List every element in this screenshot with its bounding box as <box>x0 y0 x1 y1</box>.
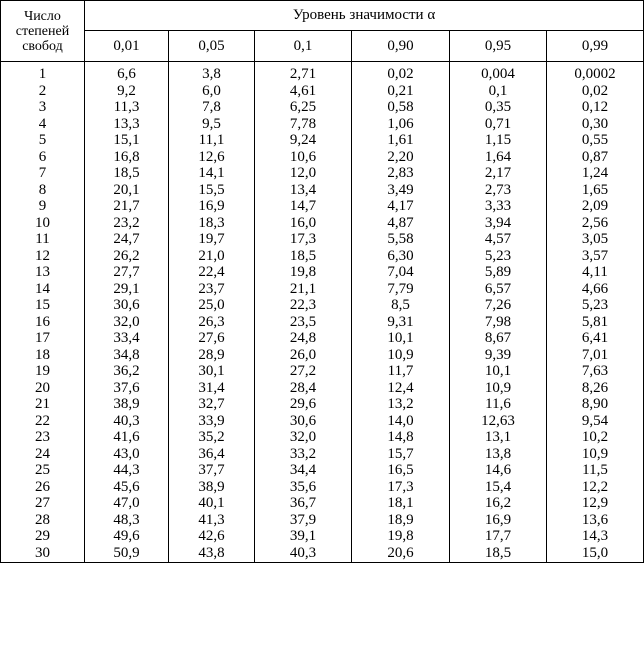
critical-value-cell: 1,64 <box>450 149 547 166</box>
critical-value-cell: 0,1 <box>450 83 547 100</box>
critical-value-cell: 11,5 <box>547 463 644 480</box>
critical-value-cell: 3,94 <box>450 215 547 232</box>
critical-value-cell: 0,30 <box>547 116 644 133</box>
dof-cell: 25 <box>1 463 85 480</box>
critical-value-cell: 2,09 <box>547 199 644 216</box>
alpha-level-header: 0,01 <box>85 31 169 62</box>
critical-value-cell: 16,9 <box>169 199 255 216</box>
critical-value-cell: 10,9 <box>352 347 450 364</box>
table-row <box>1 397 644 414</box>
critical-value-cell: 4,61 <box>255 83 352 100</box>
critical-value-cell: 13,4 <box>255 182 352 199</box>
table-row <box>1 380 644 397</box>
critical-value-cell: 36,2 <box>85 364 169 381</box>
table-row <box>1 347 644 364</box>
critical-value-cell: 13,6 <box>547 512 644 529</box>
critical-value-cell: 1,65 <box>547 182 644 199</box>
critical-value-cell: 1,15 <box>450 133 547 150</box>
dof-cell: 3 <box>1 100 85 117</box>
critical-value-cell: 12,63 <box>450 413 547 430</box>
critical-value-cell: 24,8 <box>255 331 352 348</box>
critical-value-cell: 1,61 <box>352 133 450 150</box>
alpha-level-header: 0,95 <box>450 31 547 62</box>
critical-value-cell: 13,1 <box>450 430 547 447</box>
dof-cell: 17 <box>1 331 85 348</box>
critical-value-cell: 4,11 <box>547 265 644 282</box>
critical-value-cell: 41,3 <box>169 512 255 529</box>
critical-value-cell: 18,5 <box>85 166 169 183</box>
critical-value-cell: 7,04 <box>352 265 450 282</box>
critical-value-cell: 14,7 <box>255 199 352 216</box>
critical-value-cell: 12,9 <box>547 496 644 513</box>
critical-value-cell: 10,6 <box>255 149 352 166</box>
critical-value-cell: 35,6 <box>255 479 352 496</box>
critical-value-cell: 38,9 <box>169 479 255 496</box>
critical-value-cell: 44,3 <box>85 463 169 480</box>
critical-value-cell: 15,7 <box>352 446 450 463</box>
critical-value-cell: 7,01 <box>547 347 644 364</box>
critical-value-cell: 40,3 <box>255 545 352 562</box>
critical-value-cell: 5,23 <box>450 248 547 265</box>
table-row <box>1 100 644 117</box>
dof-cell: 1 <box>1 62 85 84</box>
critical-value-cell: 21,7 <box>85 199 169 216</box>
alpha-level-header: 0,05 <box>169 31 255 62</box>
table-row <box>1 529 644 546</box>
dof-cell: 2 <box>1 83 85 100</box>
critical-value-cell: 11,7 <box>352 364 450 381</box>
dof-cell: 28 <box>1 512 85 529</box>
table-row <box>1 83 644 100</box>
critical-value-cell: 49,6 <box>85 529 169 546</box>
critical-value-cell: 5,81 <box>547 314 644 331</box>
critical-value-cell: 10,2 <box>547 430 644 447</box>
critical-value-cell: 17,7 <box>450 529 547 546</box>
table-row <box>1 166 644 183</box>
critical-value-cell: 28,4 <box>255 380 352 397</box>
critical-value-cell: 32,0 <box>85 314 169 331</box>
table-row <box>1 430 644 447</box>
critical-value-cell: 26,0 <box>255 347 352 364</box>
critical-value-cell: 0,0002 <box>547 62 644 84</box>
critical-value-cell: 4,87 <box>352 215 450 232</box>
critical-value-cell: 5,58 <box>352 232 450 249</box>
table-row <box>1 512 644 529</box>
critical-value-cell: 31,4 <box>169 380 255 397</box>
critical-value-cell: 36,4 <box>169 446 255 463</box>
critical-value-cell: 47,0 <box>85 496 169 513</box>
dof-cell: 30 <box>1 545 85 562</box>
table-row <box>1 248 644 265</box>
critical-value-cell: 3,8 <box>169 62 255 84</box>
critical-value-cell: 17,3 <box>352 479 450 496</box>
critical-value-cell: 16,8 <box>85 149 169 166</box>
critical-value-cell: 15,1 <box>85 133 169 150</box>
critical-value-cell: 2,56 <box>547 215 644 232</box>
table-row <box>1 446 644 463</box>
critical-value-cell: 11,1 <box>169 133 255 150</box>
dof-cell: 11 <box>1 232 85 249</box>
critical-value-cell: 41,6 <box>85 430 169 447</box>
critical-value-cell: 9,24 <box>255 133 352 150</box>
table-row <box>1 232 644 249</box>
critical-value-cell: 7,78 <box>255 116 352 133</box>
critical-value-cell: 0,02 <box>547 83 644 100</box>
critical-value-cell: 40,3 <box>85 413 169 430</box>
critical-value-cell: 1,06 <box>352 116 450 133</box>
critical-value-cell: 37,7 <box>169 463 255 480</box>
critical-value-cell: 0,21 <box>352 83 450 100</box>
critical-value-cell: 14,6 <box>450 463 547 480</box>
critical-value-cell: 20,1 <box>85 182 169 199</box>
critical-value-cell: 7,79 <box>352 281 450 298</box>
critical-value-cell: 28,9 <box>169 347 255 364</box>
critical-value-cell: 38,9 <box>85 397 169 414</box>
table-row <box>1 298 644 315</box>
critical-value-cell: 14,3 <box>547 529 644 546</box>
critical-value-cell: 18,1 <box>352 496 450 513</box>
critical-value-cell: 13,3 <box>85 116 169 133</box>
critical-value-cell: 5,89 <box>450 265 547 282</box>
table-row <box>1 463 644 480</box>
critical-value-cell: 2,73 <box>450 182 547 199</box>
dof-cell: 5 <box>1 133 85 150</box>
critical-value-cell: 17,3 <box>255 232 352 249</box>
critical-value-cell: 3,33 <box>450 199 547 216</box>
critical-value-cell: 0,12 <box>547 100 644 117</box>
dof-cell: 9 <box>1 199 85 216</box>
critical-value-cell: 21,0 <box>169 248 255 265</box>
critical-value-cell: 6,0 <box>169 83 255 100</box>
critical-value-cell: 14,0 <box>352 413 450 430</box>
significance-header: Уровень значимости α <box>85 1 644 31</box>
critical-value-cell: 30,6 <box>255 413 352 430</box>
critical-value-cell: 21,1 <box>255 281 352 298</box>
critical-value-cell: 8,26 <box>547 380 644 397</box>
critical-value-cell: 34,4 <box>255 463 352 480</box>
dof-cell: 6 <box>1 149 85 166</box>
critical-value-cell: 2,83 <box>352 166 450 183</box>
table-row <box>1 479 644 496</box>
critical-value-cell: 14,1 <box>169 166 255 183</box>
critical-value-cell: 0,55 <box>547 133 644 150</box>
critical-value-cell: 2,71 <box>255 62 352 84</box>
alpha-level-header: 0,90 <box>352 31 450 62</box>
critical-value-cell: 0,02 <box>352 62 450 84</box>
critical-value-cell: 3,05 <box>547 232 644 249</box>
critical-value-cell: 18,3 <box>169 215 255 232</box>
table-row <box>1 413 644 430</box>
critical-value-cell: 33,4 <box>85 331 169 348</box>
critical-value-cell: 37,9 <box>255 512 352 529</box>
critical-value-cell: 40,1 <box>169 496 255 513</box>
critical-value-cell: 32,0 <box>255 430 352 447</box>
critical-value-cell: 4,66 <box>547 281 644 298</box>
critical-value-cell: 8,5 <box>352 298 450 315</box>
critical-value-cell: 3,49 <box>352 182 450 199</box>
critical-value-cell: 23,2 <box>85 215 169 232</box>
dof-cell: 27 <box>1 496 85 513</box>
dof-header <box>1 1 85 62</box>
critical-value-cell: 2,20 <box>352 149 450 166</box>
dof-cell: 21 <box>1 397 85 414</box>
critical-value-cell: 25,0 <box>169 298 255 315</box>
critical-value-cell: 35,2 <box>169 430 255 447</box>
critical-value-cell: 2,17 <box>450 166 547 183</box>
critical-value-cell: 22,4 <box>169 265 255 282</box>
dof-cell: 24 <box>1 446 85 463</box>
table-row <box>1 149 644 166</box>
critical-value-cell: 48,3 <box>85 512 169 529</box>
critical-value-cell: 27,2 <box>255 364 352 381</box>
critical-value-cell: 39,1 <box>255 529 352 546</box>
critical-value-cell: 4,57 <box>450 232 547 249</box>
critical-value-cell: 8,67 <box>450 331 547 348</box>
table-row <box>1 133 644 150</box>
dof-cell: 29 <box>1 529 85 546</box>
critical-value-cell: 22,3 <box>255 298 352 315</box>
critical-value-cell: 32,7 <box>169 397 255 414</box>
dof-cell: 10 <box>1 215 85 232</box>
critical-value-cell: 6,6 <box>85 62 169 84</box>
critical-value-cell: 26,2 <box>85 248 169 265</box>
table-row <box>1 496 644 513</box>
critical-value-cell: 43,0 <box>85 446 169 463</box>
critical-value-cell: 10,9 <box>547 446 644 463</box>
critical-value-cell: 6,30 <box>352 248 450 265</box>
critical-value-cell: 42,6 <box>169 529 255 546</box>
dof-cell: 26 <box>1 479 85 496</box>
critical-value-cell: 8,90 <box>547 397 644 414</box>
critical-value-cell: 10,1 <box>352 331 450 348</box>
critical-value-cell: 50,9 <box>85 545 169 562</box>
critical-value-cell: 9,54 <box>547 413 644 430</box>
critical-value-cell: 15,4 <box>450 479 547 496</box>
critical-value-cell: 1,24 <box>547 166 644 183</box>
critical-value-cell: 27,6 <box>169 331 255 348</box>
dof-cell: 23 <box>1 430 85 447</box>
dof-header-line: Число <box>24 8 61 24</box>
critical-value-cell: 0,71 <box>450 116 547 133</box>
critical-value-cell: 7,63 <box>547 364 644 381</box>
critical-value-cell: 12,6 <box>169 149 255 166</box>
critical-value-cell: 11,6 <box>450 397 547 414</box>
critical-value-cell: 9,2 <box>85 83 169 100</box>
critical-value-cell: 9,39 <box>450 347 547 364</box>
critical-value-cell: 23,5 <box>255 314 352 331</box>
critical-value-cell: 14,8 <box>352 430 450 447</box>
critical-value-cell: 30,6 <box>85 298 169 315</box>
dof-cell: 19 <box>1 364 85 381</box>
table-row <box>1 199 644 216</box>
critical-value-cell: 18,5 <box>255 248 352 265</box>
critical-value-cell: 3,57 <box>547 248 644 265</box>
dof-cell: 22 <box>1 413 85 430</box>
critical-value-cell: 45,6 <box>85 479 169 496</box>
critical-value-cell: 37,6 <box>85 380 169 397</box>
dof-cell: 12 <box>1 248 85 265</box>
critical-value-cell: 5,23 <box>547 298 644 315</box>
critical-value-cell: 0,004 <box>450 62 547 84</box>
table-row <box>1 62 644 84</box>
dof-cell: 8 <box>1 182 85 199</box>
critical-value-cell: 12,2 <box>547 479 644 496</box>
critical-value-cell: 16,2 <box>450 496 547 513</box>
critical-value-cell: 26,3 <box>169 314 255 331</box>
table-row <box>1 116 644 133</box>
table-row <box>1 545 644 562</box>
critical-value-cell: 33,9 <box>169 413 255 430</box>
critical-value-cell: 15,5 <box>169 182 255 199</box>
dof-header-line: степеней <box>15 23 70 39</box>
dof-cell: 4 <box>1 116 85 133</box>
critical-value-cell: 16,5 <box>352 463 450 480</box>
critical-value-cell: 0,35 <box>450 100 547 117</box>
critical-value-cell: 6,41 <box>547 331 644 348</box>
critical-value-cell: 10,1 <box>450 364 547 381</box>
critical-value-cell: 19,7 <box>169 232 255 249</box>
dof-header-line: свобод <box>22 38 63 54</box>
critical-value-cell: 10,9 <box>450 380 547 397</box>
table-row <box>1 331 644 348</box>
table-body <box>1 62 644 563</box>
critical-value-cell: 18,9 <box>352 512 450 529</box>
table-row <box>1 314 644 331</box>
dof-cell: 18 <box>1 347 85 364</box>
critical-value-cell: 4,17 <box>352 199 450 216</box>
alpha-level-header: 0,99 <box>547 31 644 62</box>
table-row <box>1 182 644 199</box>
dof-cell: 16 <box>1 314 85 331</box>
critical-value-cell: 19,8 <box>352 529 450 546</box>
dof-cell: 15 <box>1 298 85 315</box>
critical-value-cell: 15,0 <box>547 545 644 562</box>
critical-value-cell: 7,26 <box>450 298 547 315</box>
critical-value-cell: 19,8 <box>255 265 352 282</box>
dof-cell: 7 <box>1 166 85 183</box>
critical-value-cell: 18,5 <box>450 545 547 562</box>
table-row <box>1 281 644 298</box>
critical-value-cell: 7,8 <box>169 100 255 117</box>
critical-value-cell: 0,87 <box>547 149 644 166</box>
critical-value-cell: 29,6 <box>255 397 352 414</box>
critical-value-cell: 7,98 <box>450 314 547 331</box>
dof-cell: 20 <box>1 380 85 397</box>
critical-value-cell: 12,0 <box>255 166 352 183</box>
table-row <box>1 265 644 282</box>
critical-value-cell: 13,2 <box>352 397 450 414</box>
critical-value-cell: 23,7 <box>169 281 255 298</box>
critical-value-cell: 36,7 <box>255 496 352 513</box>
critical-value-cell: 27,7 <box>85 265 169 282</box>
critical-value-cell: 0,58 <box>352 100 450 117</box>
critical-value-cell: 16,9 <box>450 512 547 529</box>
alpha-level-header: 0,1 <box>255 31 352 62</box>
critical-value-cell: 6,57 <box>450 281 547 298</box>
dof-cell: 14 <box>1 281 85 298</box>
dof-cell: 13 <box>1 265 85 282</box>
critical-value-cell: 6,25 <box>255 100 352 117</box>
critical-value-cell: 30,1 <box>169 364 255 381</box>
critical-value-cell: 43,8 <box>169 545 255 562</box>
critical-value-cell: 11,3 <box>85 100 169 117</box>
critical-value-cell: 9,31 <box>352 314 450 331</box>
critical-value-cell: 12,4 <box>352 380 450 397</box>
critical-value-cell: 20,6 <box>352 545 450 562</box>
critical-value-cell: 24,7 <box>85 232 169 249</box>
critical-value-cell: 13,8 <box>450 446 547 463</box>
critical-value-cell: 34,8 <box>85 347 169 364</box>
critical-value-cell: 33,2 <box>255 446 352 463</box>
critical-value-cell: 16,0 <box>255 215 352 232</box>
table-row <box>1 215 644 232</box>
critical-value-cell: 9,5 <box>169 116 255 133</box>
critical-value-cell: 29,1 <box>85 281 169 298</box>
table-row <box>1 364 644 381</box>
